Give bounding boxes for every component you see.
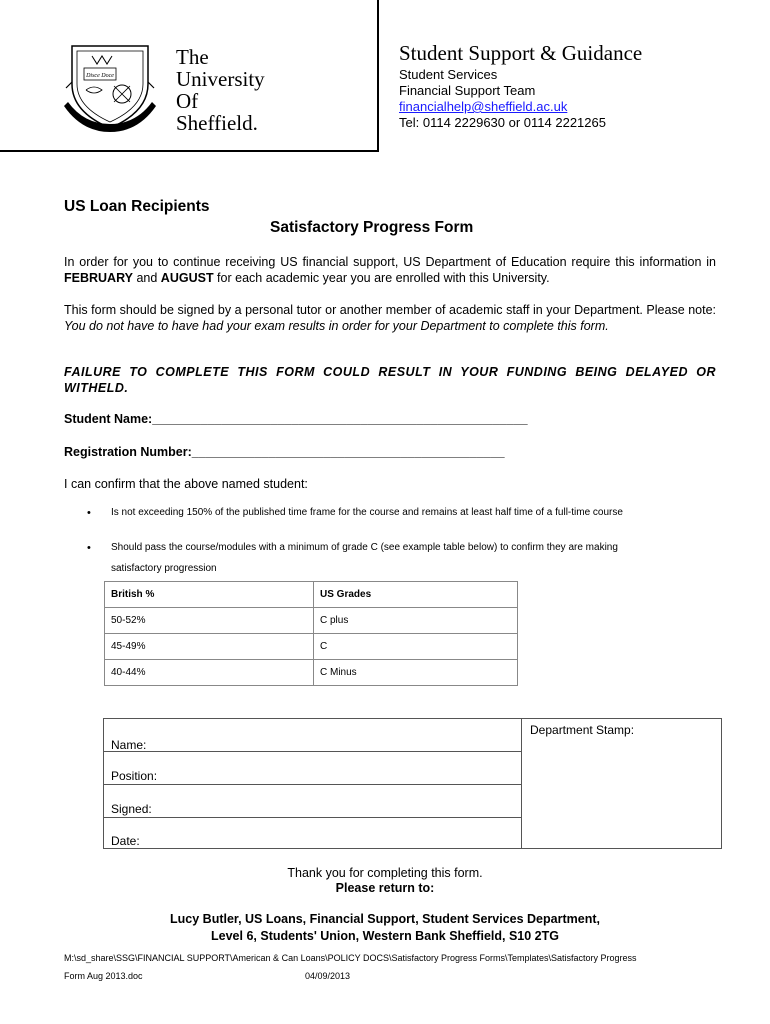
table-cell: C Minus (314, 660, 518, 686)
signing-note: You do not have to have had your exam results in order for your Department to complete this form. (64, 319, 609, 333)
form-title: Satisfactory Progress Form (270, 219, 474, 236)
table-header-cell: US Grades (314, 582, 518, 608)
table-cell: 40-44% (105, 660, 314, 686)
department-title: Student Support & Guidance (399, 41, 643, 65)
intro-month-august: AUGUST (160, 271, 214, 285)
position-field-label[interactable]: Position: (111, 769, 158, 783)
department-stamp-box[interactable] (521, 718, 722, 849)
table-cell: 45-49% (105, 634, 314, 660)
bullet-item: Should pass the course/modules with a minimum of grade C (see example table below) to confirm they are making (111, 542, 618, 553)
contact-line: Financial Support Team (399, 83, 536, 98)
return-address-line: Level 6, Students' Union, Western Bank Sheffield, S10 2TG (211, 929, 559, 943)
warning-text: FAILURE TO COMPLETE THIS FORM COULD RESULT IN YOUR FUNDING BEING DELAYED OR WITHELD. (64, 365, 716, 395)
table-cell: C (314, 634, 518, 660)
file-path-text: M:\sd_share\SSG\FINANCIAL SUPPORT\American & Can Loans\POLICY DOCS\Satisfactory Progress Forms\Templates\Satisfactory Progress (64, 953, 637, 963)
row-divider (104, 817, 521, 818)
return-address-line: Lucy Butler, US Loans, Financial Support, Student Services Department, (170, 912, 600, 926)
registration-number-field[interactable]: Registration Number:_____________________________________________ (64, 445, 505, 459)
bullet-icon: • (87, 507, 91, 519)
contact-block (399, 67, 606, 131)
department-stamp-label: Department Stamp: (530, 723, 635, 737)
signing-text: This form should be signed by a personal tutor or another member of academic staff in your Department. Please note: (64, 303, 716, 317)
bullet-item: Is not exceeding 150% of the published time frame for the course and remains at least half time of a full-time course (111, 507, 623, 518)
intro-text: and (132, 271, 161, 285)
signed-field-label[interactable]: Signed: (111, 802, 152, 816)
signing-paragraph (64, 302, 716, 334)
document-date: 04/09/2013 (305, 971, 351, 981)
name-field-label[interactable]: Name: (111, 738, 147, 752)
date-field-label[interactable]: Date: (111, 834, 140, 848)
university-name (176, 46, 265, 134)
table-header-cell: British % (105, 582, 314, 608)
table-row (105, 608, 518, 634)
grades-table (104, 581, 518, 686)
university-name-line: Of (176, 89, 199, 113)
row-divider (104, 751, 521, 752)
table-row (105, 660, 518, 686)
contact-line: Student Services (399, 67, 498, 82)
table-cell: 50-52% (105, 608, 314, 634)
svg-text:Disce Doce: Disce Doce (86, 73, 114, 79)
page-heading: US Loan Recipients (64, 198, 210, 215)
confirm-statement: I can confirm that the above named student: (64, 477, 308, 491)
row-divider (104, 784, 521, 785)
file-name-text: Form Aug 2013.doc (64, 971, 143, 981)
student-name-field[interactable]: Student Name:______________________________________________________ (64, 412, 528, 426)
intro-month-february: FEBRUARY (64, 271, 133, 285)
signature-table (103, 718, 522, 849)
table-cell: C plus (314, 608, 518, 634)
table-header-row (105, 582, 518, 608)
intro-text: In order for you to continue receiving US financial support, US Department of Education require this information in (64, 255, 716, 269)
bullet-item-continuation: satisfactory progression (111, 563, 217, 574)
university-name-line: The (176, 45, 209, 69)
table-row (105, 634, 518, 660)
university-name-line: Sheffield. (176, 111, 258, 135)
thanks-text: Thank you for completing this form. (287, 866, 483, 880)
university-name-line: University (176, 67, 265, 91)
please-return-text: Please return to: (335, 881, 435, 895)
bullet-icon: • (87, 542, 91, 554)
intro-text: for each academic year you are enrolled with this University. (213, 271, 550, 285)
university-crest-logo (62, 40, 158, 134)
intro-paragraph (64, 254, 716, 286)
phone-line: Tel: 0114 2229630 or 0114 2221265 (399, 115, 606, 130)
email-link[interactable]: financialhelp@sheffield.ac.uk (399, 99, 568, 114)
